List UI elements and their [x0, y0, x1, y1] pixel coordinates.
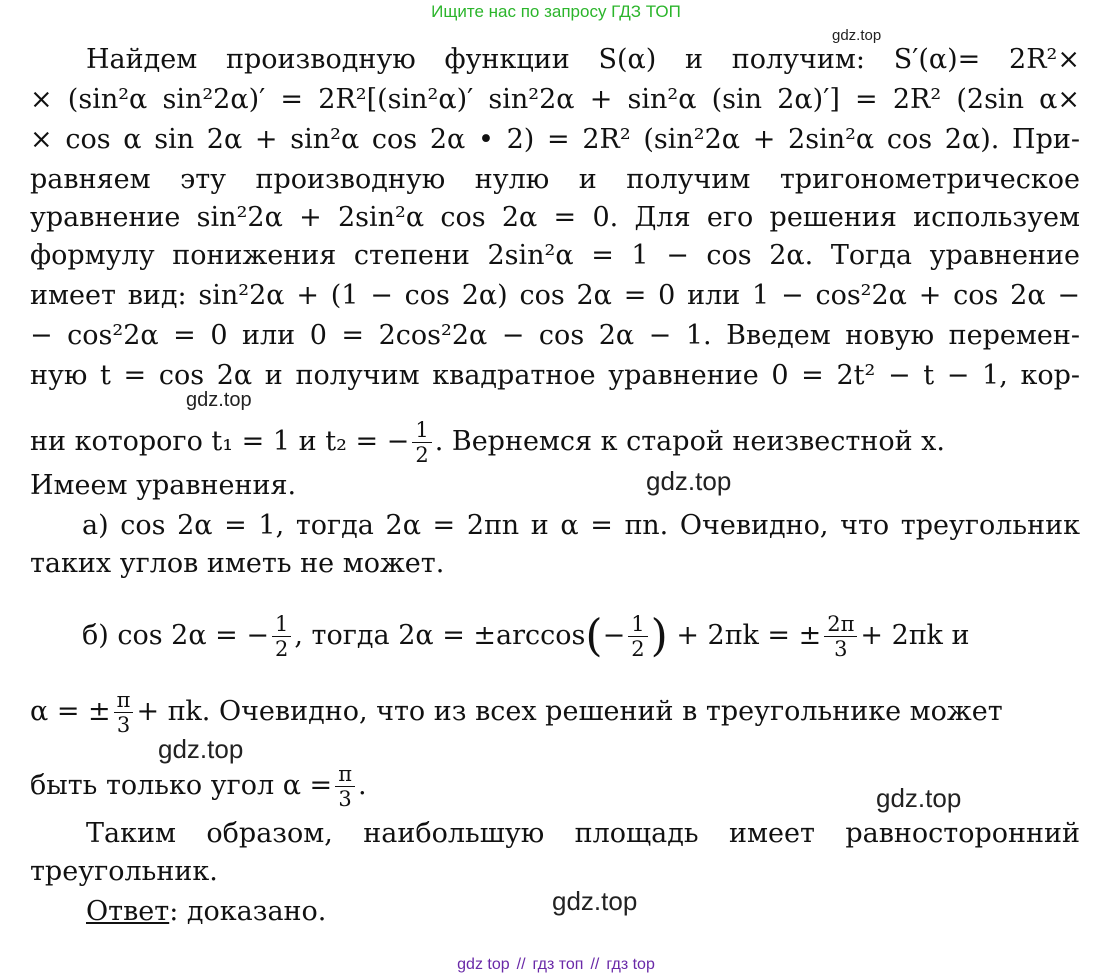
- text-line: Найдем производную функции S(α) и получим: S′(α)= 2R²×: [86, 44, 1080, 75]
- fraction-denominator: 2: [275, 637, 289, 661]
- text-segment: быть только угол α =: [30, 770, 333, 801]
- fraction: [272, 612, 291, 661]
- fraction: [114, 688, 134, 737]
- text-segment: −: [602, 620, 626, 651]
- fraction: [335, 762, 355, 811]
- fraction-denominator: 3: [834, 637, 848, 661]
- text-line: × cos α sin 2α + sin²α cos 2α • 2) = 2R² (sin²2α + 2sin²α cos 2α). При-: [30, 124, 1080, 155]
- text-segment: б) cos 2α = −: [82, 620, 270, 651]
- text-segment: + 2πk = ±: [676, 620, 822, 651]
- fraction-denominator: 3: [116, 713, 131, 737]
- text-line: треугольник.: [30, 856, 218, 887]
- text-line: [82, 612, 1112, 672]
- text-line: а) cos 2α = 1, тогда 2α = 2πn и α = πn. Очевидно, что треугольник: [82, 510, 1080, 541]
- footer-link[interactable]: гдз top: [606, 956, 655, 973]
- footer-link[interactable]: гдз топ: [532, 956, 584, 973]
- text-line: ную t = cos 2α и получим квадратное уравнение 0 = 2t² − t − 1, кор-: [30, 360, 1080, 391]
- footer-separator: //: [590, 956, 600, 973]
- footer-separator: //: [516, 956, 526, 973]
- text-segment: . Вернемся к старой неизвестной x.: [434, 426, 945, 457]
- text-line: формулу понижения степени 2sin²α = 1 − cos 2α. Тогда уравнение: [30, 240, 1080, 271]
- text-line: таких углов иметь не может.: [30, 548, 445, 579]
- fraction-numerator: 1: [272, 612, 291, 637]
- text-segment: .: [358, 770, 367, 801]
- fraction-denominator: 2: [631, 637, 645, 661]
- answer-label: Ответ: [86, 896, 170, 927]
- watermark: gdz.top: [646, 466, 732, 496]
- paren-left: (: [585, 610, 603, 662]
- text-line: равняем эту производную нулю и получим тригонометрическое: [30, 164, 1080, 195]
- answer-text: : доказано.: [169, 896, 327, 927]
- text-line: имеет вид: sin²2α + (1 − cos 2α) cos 2α = 0 или 1 − cos²2α + cos 2α −: [30, 280, 1080, 311]
- text-segment: , тогда 2α = ±arccos: [294, 620, 586, 651]
- fraction-numerator: 1: [628, 612, 647, 637]
- fraction-denominator: 2: [415, 443, 429, 467]
- text-line: − cos²2α = 0 или 0 = 2cos²2α − cos 2α − 1. Введем новую перемен-: [30, 320, 1080, 351]
- fraction-numerator: 1: [412, 418, 431, 443]
- fraction: [628, 612, 647, 661]
- fraction-numerator: π: [335, 762, 355, 787]
- footer-links: [0, 956, 1112, 974]
- text-line: [30, 418, 1080, 468]
- fraction-numerator: 2π: [824, 612, 857, 637]
- watermark: gdz.top: [876, 783, 962, 813]
- fraction-numerator: π: [114, 688, 134, 713]
- text-line: [30, 688, 1080, 738]
- header-banner: Ищите нас по запросу ГДЗ ТОП: [431, 2, 681, 21]
- footer-link[interactable]: gdz top: [457, 956, 510, 973]
- text-line: Имеем уравнения.: [30, 470, 297, 501]
- fraction-denominator: 3: [338, 787, 352, 811]
- fraction: [412, 418, 431, 467]
- text-segment: α = ±: [30, 696, 111, 727]
- text-line: уравнение sin²2α + 2sin²α cos 2α = 0. Для его решения используем: [30, 202, 1080, 233]
- text-line: × (sin²α sin²2α)′ = 2R²[(sin²α)′ sin²2α + sin²α (sin 2α)′] = 2R² (2sin α×: [30, 84, 1080, 115]
- fraction: [824, 612, 857, 661]
- text-segment: ни которого t₁ = 1 и t₂ = −: [30, 426, 410, 457]
- watermark: gdz.top: [832, 27, 882, 44]
- watermark: gdz.top: [552, 886, 638, 916]
- text-segment: + πk. Очевидно, что из всех решений в треугольнике может: [136, 696, 1003, 727]
- watermark: gdz.top: [158, 734, 244, 764]
- text-line: Таким образом, наибольшую площадь имеет равносторонний: [86, 818, 1080, 849]
- paren-right: ): [650, 610, 668, 662]
- text-segment: + 2πk и: [860, 620, 970, 651]
- watermark: gdz.top: [186, 389, 252, 411]
